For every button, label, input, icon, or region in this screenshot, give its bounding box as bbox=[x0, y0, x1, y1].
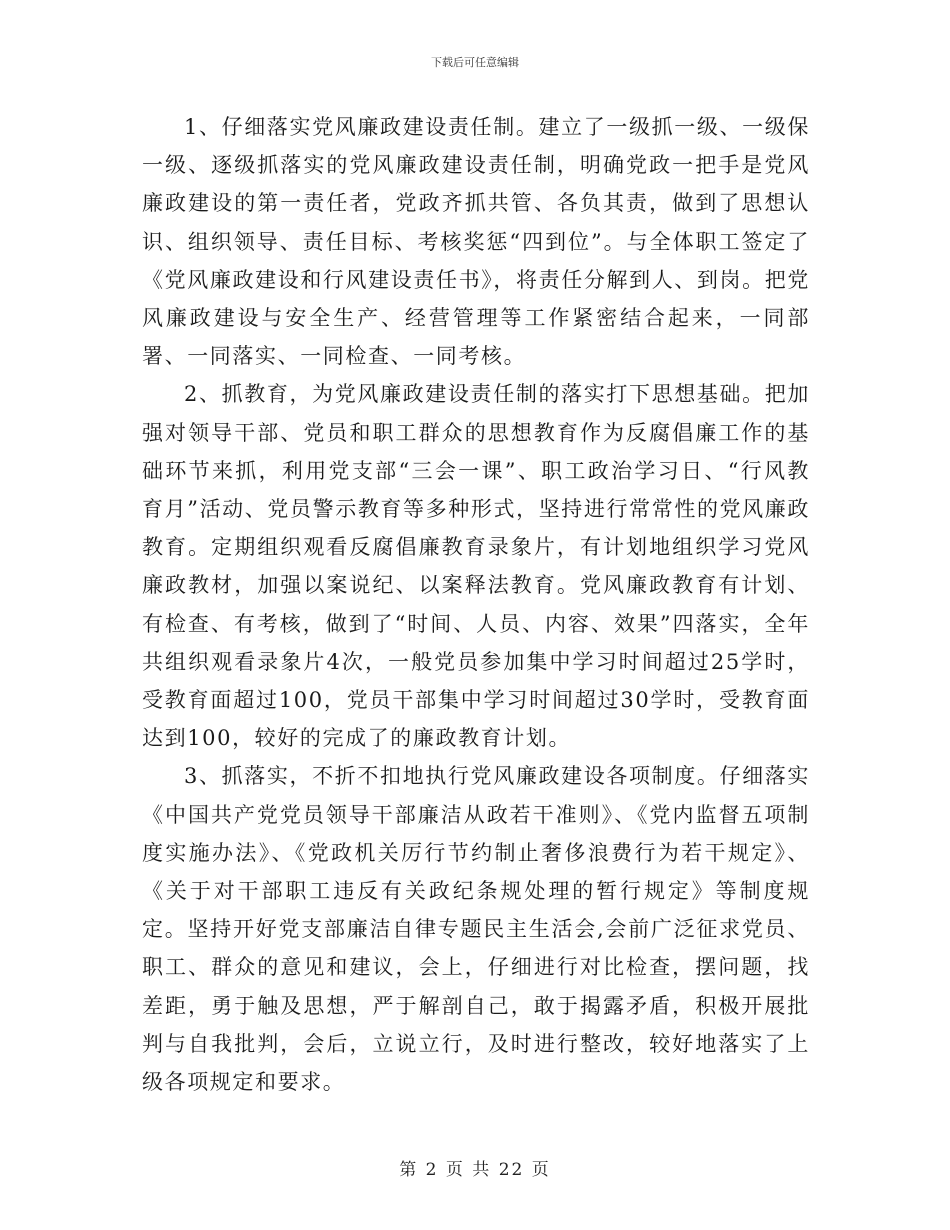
paragraph-1: 1、仔细落实党风廉政建设责任制。建立了一级抓一级、一级保一级、逐级抓落实的党风廉政建设责任制，明确党政一把手是党风廉政建设的第一责任者，党政齐抓共管、各负其责，做到了思想认识、组织领导、责任目标、考核奖惩“四到位”。与全体职工签定了《党风廉政建设和行风建设责任书》，将责任分解到人、到岗。把党风廉政建设与安全生产、经营管理等工作紧密结合起来，一同部署、一同落实、一同检查、一同考核。 bbox=[142, 115, 810, 369]
paragraph-2: 2、抓教育，为党风廉政建设责任制的落实打下思想基础。把加强对领导干部、党员和职工群众的思想教育作为反腐倡廉工作的基础环节来抓，利用党支部“三会一课”、职工政治学习日、“行风教育月”活动、党员警示教育等多种形式，坚持进行常常性的党风廉政教育。定期组织观看反腐倡廉教育录象片，有计划地组织学习党风廉政教材，加强以案说纪、以案释法教育。党风廉政教育有计划、有检查、有考核，做到了“时间、人员、内容、效果”四落实，全年共组织观看录象片4次，一般党员参加集中学习时间超过25学时，受教育面超过100，党员干部集中学习时间超过30学时，受教育面达到100，较好的完成了的廉政教育计划。 bbox=[142, 382, 810, 751]
page-footer: 第 2 页 共 22 页 bbox=[399, 1160, 551, 1180]
page-header: 下载后可任意编辑 bbox=[431, 56, 519, 69]
document-body bbox=[142, 108, 810, 1101]
paragraph-3: 3、抓落实，不折不扣地执行党风廉政建设各项制度。仔细落实《中国共产党党员领导干部廉洁从政若干准则》、《党内监督五项制度实施办法》、《党政机关厉行节约制止奢侈浪费行为若干规定》、《关于对干部职工违反有关政纪条规处理的暂行规定》等制度规定。坚持开好党支部廉洁自律专题民主生活会,会前广泛征求党员、职工、群众的意见和建议，会上，仔细进行对比检查，摆问题，找差距，勇于触及思想，严于解剖自己，敢于揭露矛盾，积极开展批判与自我批判，会后，立说立行，及时进行整改，较好地落实了上级各项规定和要求。 bbox=[142, 764, 810, 1095]
